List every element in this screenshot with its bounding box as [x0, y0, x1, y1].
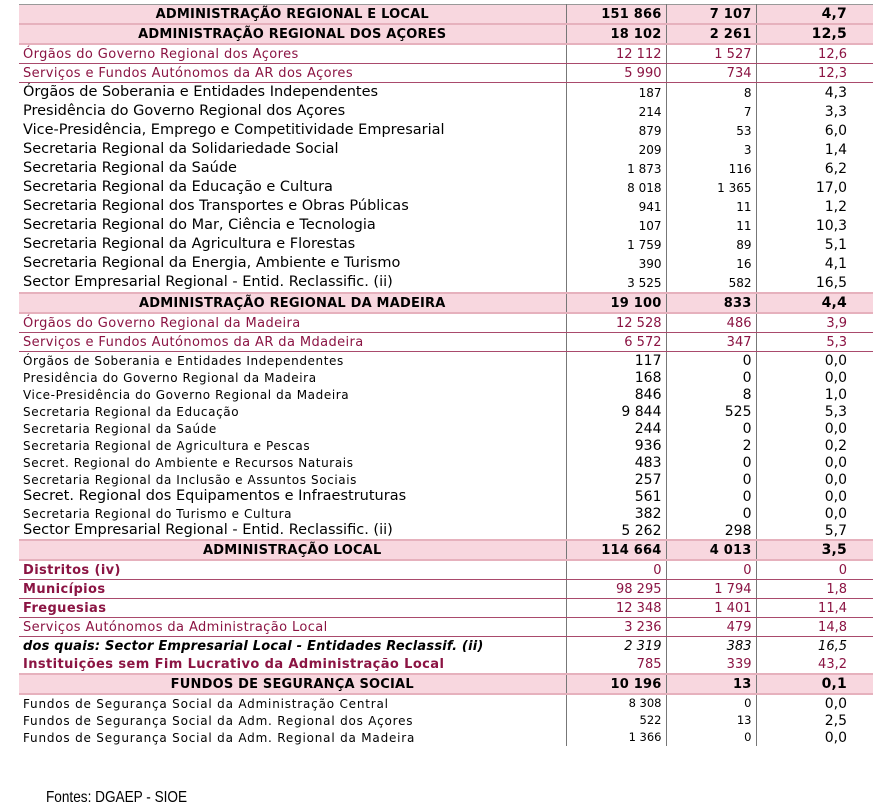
value-cell-2: 582 — [666, 273, 756, 293]
value-cell-2: 0 — [666, 369, 756, 386]
table-row — [19, 313, 873, 333]
row-label: Secretaria Regional da Educação — [19, 403, 566, 420]
value-cell-3: 5,1 — [824, 236, 847, 253]
value-cell-2: 0 — [666, 454, 756, 471]
value-cell-2: 383 — [666, 637, 756, 656]
value-cell-3: 0,0 — [824, 369, 847, 386]
table-row — [19, 560, 873, 580]
value-cell-3: 1,8 — [756, 580, 873, 599]
value-cell-3: 0 — [756, 560, 873, 580]
value-cell-2: 13 — [666, 674, 756, 694]
row-label: Vice-Presidência do Governo Regional da Madeira — [19, 386, 566, 403]
table-row — [19, 674, 873, 694]
row-label: Secretaria Regional da Saúde — [19, 159, 566, 178]
value-cell-2: 3 — [666, 140, 756, 159]
value-cell-1: 3 525 — [566, 273, 666, 293]
value-cell-2: 11 — [666, 216, 756, 235]
value-cell-2: 1 365 — [666, 178, 756, 197]
table-row — [19, 637, 873, 656]
value-cell-1: 117 — [566, 352, 666, 370]
row-label: Presidência do Governo Regional dos Açores — [19, 102, 566, 121]
row-label: Sector Empresarial Regional - Entid. Reclassific. (ii) — [19, 522, 566, 540]
value-cell-2: 298 — [666, 522, 756, 540]
value-cell-2: 53 — [666, 121, 756, 140]
value-cell-3: 12,3 — [756, 64, 873, 83]
table-row — [19, 655, 873, 674]
row-label: Serviços Autónomos da Administração Local — [19, 618, 566, 637]
value-cell-1: 187 — [566, 83, 666, 103]
row-label: Secretaria Regional da Energia, Ambiente e Turismo — [19, 254, 566, 273]
value-cell-3: 0,1 — [756, 674, 873, 694]
value-cell-3: 5,3 — [824, 403, 847, 420]
value-cell-3: 11,4 — [756, 599, 873, 618]
table-row — [19, 352, 873, 370]
value-cell-3: 10,3 — [815, 217, 847, 234]
value-cell-1: 114 664 — [566, 540, 666, 560]
value-cell-2: 0 — [666, 488, 756, 505]
value-cell-1: 19 100 — [566, 293, 666, 313]
value-cell-1: 846 — [566, 386, 666, 403]
value-cell-1: 5 262 — [566, 522, 666, 540]
row-label: Secretaria Regional da Educação e Cultura — [19, 178, 566, 197]
table-row — [19, 102, 873, 121]
value-cell-1: 10 196 — [566, 674, 666, 694]
source-note: Fontes: DGAEP - SIOE — [46, 789, 188, 806]
value-cell-3: 1,4 — [824, 141, 847, 158]
value-cell-2: 8 — [666, 83, 756, 103]
value-cell-3: 2,5 — [824, 712, 847, 729]
row-label: Vice-Presidência, Emprego e Competitividade Empresarial — [19, 121, 566, 140]
value-cell-1: 8 308 — [566, 694, 666, 712]
table-row — [19, 178, 873, 197]
row-label: Serviços e Fundos Autónomos da AR da Mdadeira — [19, 333, 566, 352]
table-row — [19, 386, 873, 403]
value-cell-2: 4 013 — [666, 540, 756, 560]
value-cell-2: 7 — [666, 102, 756, 121]
row-label: Órgãos de Soberania e Entidades Independentes — [19, 352, 566, 370]
row-label: Secretaria Regional da Agricultura e Florestas — [19, 235, 566, 254]
value-cell-2: 7 107 — [666, 5, 756, 25]
row-label: Freguesias — [19, 599, 566, 618]
row-label: Fundos de Segurança Social da Administração Central — [19, 694, 566, 712]
value-cell-3: 3,5 — [756, 540, 873, 560]
value-cell-2: 0 — [666, 560, 756, 580]
row-label: Fundos de Segurança Social da Adm. Regional da Madeira — [19, 729, 566, 746]
value-cell-2: 339 — [666, 655, 756, 674]
row-label: Presidência do Governo Regional da Madeira — [19, 369, 566, 386]
row-label: Distritos (iv) — [19, 560, 566, 580]
row-label: dos quais: Sector Empresarial Local - Entidades Reclassif. (ii) — [19, 637, 566, 656]
table-row — [19, 454, 873, 471]
row-label: Órgãos do Governo Regional dos Açores — [19, 44, 566, 64]
row-label: Secret. Regional do Ambiente e Recursos Naturais — [19, 454, 566, 471]
value-cell-2: 11 — [666, 197, 756, 216]
value-cell-1: 941 — [566, 197, 666, 216]
value-cell-3: 14,8 — [756, 618, 873, 637]
value-cell-2: 8 — [666, 386, 756, 403]
value-cell-1: 12 528 — [566, 313, 666, 333]
value-cell-1: 6 572 — [566, 333, 666, 352]
value-cell-2: 0 — [666, 352, 756, 370]
table-row — [19, 420, 873, 437]
value-cell-1: 0 — [566, 560, 666, 580]
value-cell-1: 483 — [566, 454, 666, 471]
value-cell-1: 561 — [566, 488, 666, 505]
table-row — [19, 159, 873, 178]
value-cell-2: 479 — [666, 618, 756, 637]
value-cell-3: 1,2 — [824, 198, 847, 215]
value-cell-3: 43,2 — [756, 655, 873, 674]
table-row — [19, 24, 873, 44]
row-label: Secretaria Regional do Turismo e Cultura — [19, 505, 566, 522]
table-row — [19, 369, 873, 386]
data-table — [19, 4, 873, 746]
table-row — [19, 618, 873, 637]
value-cell-3: 16,5 — [818, 638, 847, 654]
row-label: ADMINISTRAÇÃO REGIONAL DA MADEIRA — [19, 293, 566, 313]
table-row — [19, 712, 873, 729]
value-cell-2: 89 — [666, 235, 756, 254]
value-cell-3: 4,3 — [824, 84, 847, 101]
row-label: Municípios — [19, 580, 566, 599]
value-cell-3: 5,7 — [824, 522, 847, 539]
value-cell-1: 12 112 — [566, 44, 666, 64]
table-row — [19, 44, 873, 64]
value-cell-3: 6,2 — [824, 160, 847, 177]
row-label: ADMINISTRAÇÃO REGIONAL DOS AÇORES — [19, 24, 566, 44]
value-cell-2: 2 — [666, 437, 756, 454]
value-cell-2: 347 — [666, 333, 756, 352]
row-label: Secretaria Regional da Inclusão e Assuntos Sociais — [19, 471, 566, 488]
value-cell-3: 0,2 — [824, 437, 847, 454]
row-label: Sector Empresarial Regional - Entid. Reclassific. (ii) — [19, 273, 566, 293]
value-cell-2: 0 — [666, 729, 756, 746]
value-cell-1: 1 873 — [566, 159, 666, 178]
row-label: Secretaria Regional dos Transportes e Obras Públicas — [19, 197, 566, 216]
value-cell-3: 4,7 — [756, 5, 873, 25]
value-cell-2: 0 — [666, 505, 756, 522]
row-label: FUNDOS DE SEGURANÇA SOCIAL — [19, 674, 566, 694]
value-cell-3: 0,0 — [824, 729, 847, 746]
table-row — [19, 471, 873, 488]
value-cell-1: 522 — [566, 712, 666, 729]
value-cell-1: 12 348 — [566, 599, 666, 618]
table-row — [19, 488, 873, 505]
value-cell-3: 3,3 — [824, 103, 847, 120]
value-cell-1: 879 — [566, 121, 666, 140]
value-cell-2: 16 — [666, 254, 756, 273]
value-cell-1: 8 018 — [566, 178, 666, 197]
value-cell-1: 244 — [566, 420, 666, 437]
value-cell-1: 257 — [566, 471, 666, 488]
table-row — [19, 580, 873, 599]
value-cell-3: 0,0 — [824, 420, 847, 437]
value-cell-1: 1 366 — [566, 729, 666, 746]
table-row — [19, 505, 873, 522]
table-row — [19, 140, 873, 159]
row-label: Órgãos do Governo Regional da Madeira — [19, 313, 566, 333]
value-cell-3: 16,5 — [815, 274, 847, 291]
value-cell-3: 3,9 — [756, 313, 873, 333]
value-cell-2: 1 401 — [666, 599, 756, 618]
value-cell-3: 0,0 — [824, 488, 847, 505]
table-row — [19, 333, 873, 352]
table-row — [19, 235, 873, 254]
row-label: Secret. Regional dos Equipamentos e Infraestruturas — [19, 488, 566, 505]
table-row — [19, 522, 873, 540]
table-row — [19, 403, 873, 420]
row-label: Fundos de Segurança Social da Adm. Regional dos Açores — [19, 712, 566, 729]
value-cell-3: 1,0 — [824, 386, 847, 403]
table-row — [19, 599, 873, 618]
table-row — [19, 197, 873, 216]
value-cell-2: 116 — [666, 159, 756, 178]
value-cell-3: 12,5 — [756, 24, 873, 44]
table-row — [19, 121, 873, 140]
value-cell-1: 9 844 — [566, 403, 666, 420]
value-cell-1: 151 866 — [566, 5, 666, 25]
value-cell-1: 18 102 — [566, 24, 666, 44]
table-row — [19, 437, 873, 454]
row-label: Secretaria Regional da Solidariedade Social — [19, 140, 566, 159]
value-cell-2: 833 — [666, 293, 756, 313]
value-cell-2: 0 — [666, 471, 756, 488]
value-cell-3: 0,0 — [824, 352, 847, 369]
value-cell-2: 1 794 — [666, 580, 756, 599]
row-label: Secretaria Regional da Saúde — [19, 420, 566, 437]
table-row — [19, 254, 873, 273]
value-cell-1: 3 236 — [566, 618, 666, 637]
value-cell-2: 525 — [666, 403, 756, 420]
value-cell-1: 98 295 — [566, 580, 666, 599]
value-cell-3: 4,4 — [756, 293, 873, 313]
value-cell-3: 0,0 — [824, 454, 847, 471]
value-cell-3: 4,1 — [824, 255, 847, 272]
value-cell-1: 382 — [566, 505, 666, 522]
table-row — [19, 83, 873, 103]
row-label: Secretaria Regional do Mar, Ciência e Tecnologia — [19, 216, 566, 235]
value-cell-2: 734 — [666, 64, 756, 83]
value-cell-3: 0,0 — [824, 505, 847, 522]
value-cell-1: 2 319 — [566, 637, 666, 656]
row-label: ADMINISTRAÇÃO REGIONAL E LOCAL — [19, 5, 566, 25]
table-row — [19, 273, 873, 293]
row-label: ADMINISTRAÇÃO LOCAL — [19, 540, 566, 560]
table-row — [19, 64, 873, 83]
table-row — [19, 540, 873, 560]
value-cell-3: 5,3 — [756, 333, 873, 352]
value-cell-3: 6,0 — [824, 122, 847, 139]
value-cell-1: 214 — [566, 102, 666, 121]
table-row — [19, 694, 873, 712]
value-cell-2: 1 527 — [666, 44, 756, 64]
value-cell-1: 390 — [566, 254, 666, 273]
value-cell-1: 209 — [566, 140, 666, 159]
value-cell-1: 936 — [566, 437, 666, 454]
value-cell-3: 17,0 — [815, 179, 847, 196]
value-cell-1: 107 — [566, 216, 666, 235]
table-row — [19, 293, 873, 313]
row-label: Órgãos de Soberania e Entidades Independentes — [19, 83, 566, 103]
table-body — [19, 5, 873, 747]
table-row — [19, 5, 873, 25]
row-label: Secretaria Regional de Agricultura e Pescas — [19, 437, 566, 454]
table-row — [19, 216, 873, 235]
value-cell-2: 13 — [666, 712, 756, 729]
value-cell-2: 0 — [666, 420, 756, 437]
row-label: Serviços e Fundos Autónomos da AR dos Açores — [19, 64, 566, 83]
value-cell-1: 168 — [566, 369, 666, 386]
value-cell-3: 0,0 — [824, 471, 847, 488]
value-cell-2: 0 — [666, 694, 756, 712]
value-cell-2: 2 261 — [666, 24, 756, 44]
value-cell-3: 0,0 — [824, 695, 847, 712]
value-cell-1: 785 — [566, 655, 666, 674]
value-cell-1: 5 990 — [566, 64, 666, 83]
value-cell-2: 486 — [666, 313, 756, 333]
row-label: Instituições sem Fim Lucrativo da Administração Local — [19, 655, 566, 674]
table-row — [19, 729, 873, 746]
value-cell-3: 12,6 — [756, 44, 873, 64]
value-cell-1: 1 759 — [566, 235, 666, 254]
